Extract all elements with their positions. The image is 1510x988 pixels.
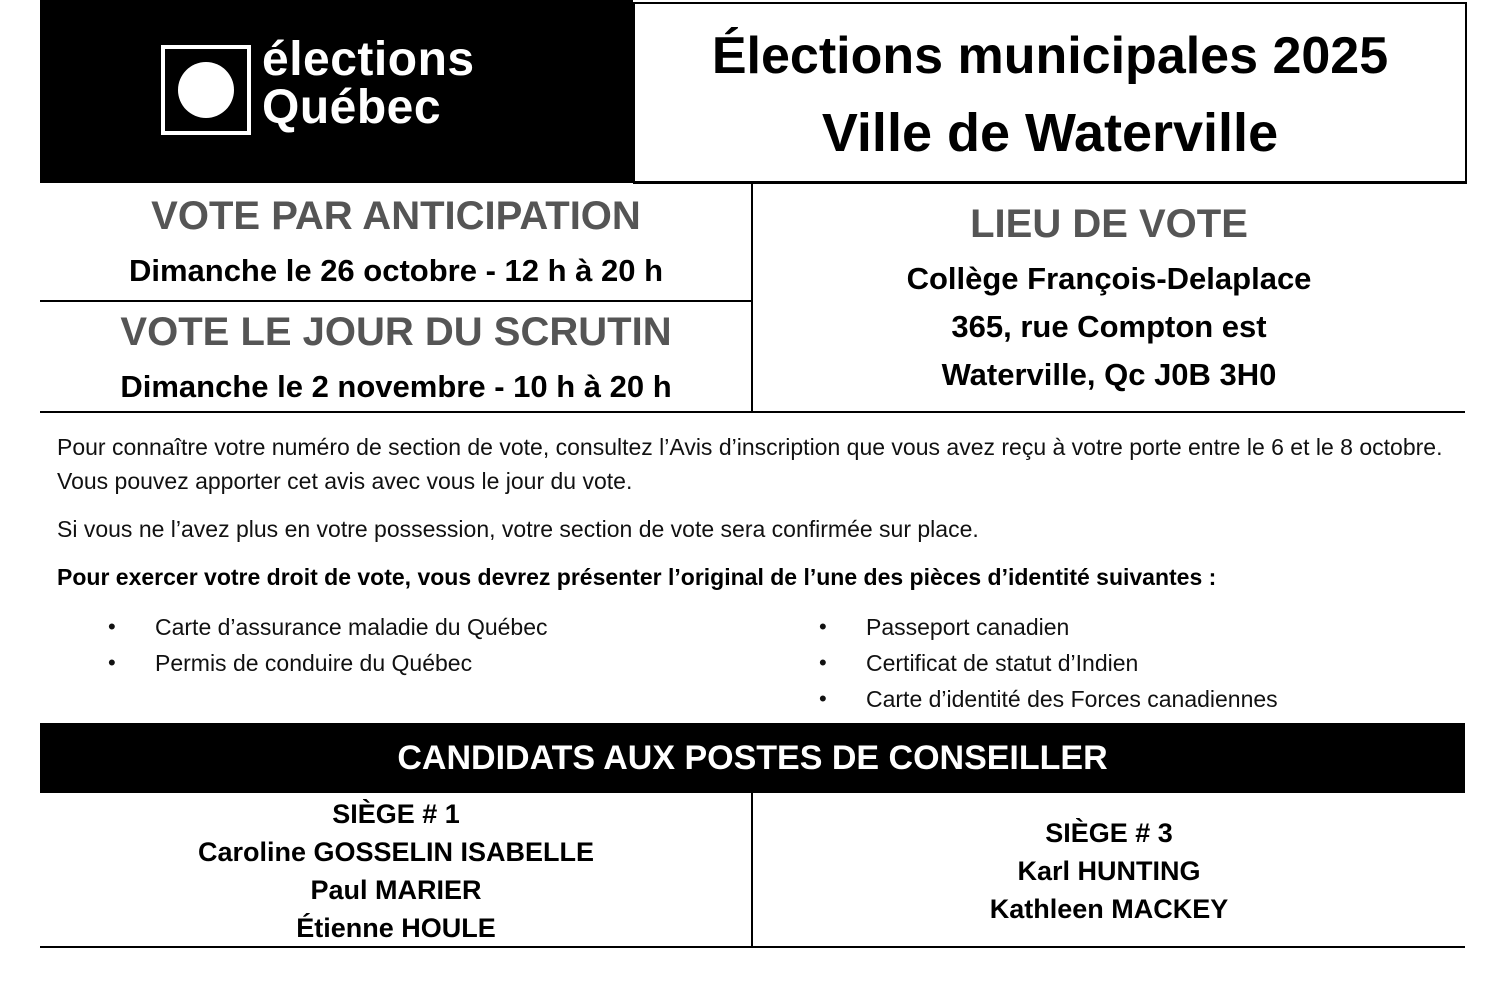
info-paragraph-3: Pour exercer votre droit de vote, vous devrez présenter l’original de l’une des pièces d’identité suivantes : [57, 564, 1217, 590]
divider [40, 300, 752, 302]
candidates-banner: CANDIDATS AUX POSTES DE CONSEILLER [40, 723, 1465, 793]
bullet-icon: • [819, 650, 827, 675]
candidate-name: Étienne HOULE [296, 913, 496, 943]
candidate-name: Paul MARIER [310, 875, 482, 905]
logo-wordmark [262, 33, 475, 134]
location-street: 365, rue Compton est [951, 309, 1267, 344]
title-line-1: Élections municipales 2025 [711, 27, 1389, 85]
advance-vote-date: Dimanche le 26 octobre - 12 h à 20 h [128, 253, 664, 288]
bullet-icon: • [819, 614, 827, 639]
candidate-name: Karl HUNTING [1017, 856, 1201, 886]
candidate-name: Kathleen MACKEY [989, 894, 1229, 924]
election-day-date: Dimanche le 2 novembre - 10 h à 20 h [120, 369, 672, 404]
election-day-heading: VOTE LE JOUR DU SCRUTIN [120, 310, 672, 354]
location-name: Collège François-Delaplace [906, 261, 1312, 296]
info-paragraph-1: Pour connaître votre numéro de section de vote, consultez l’Avis d’inscription que vous avez reçu à votre porte entre le 6 et le 8 octobre. Vous pouvez apporter cet avis avec vous le jour du vote. [57, 434, 1443, 494]
logo-line-1: élections [262, 33, 475, 86]
page-title [633, 2, 1467, 184]
logo-line-2: Québec [262, 81, 442, 134]
location-city: Waterville, Qc J0B 3H0 [941, 357, 1277, 392]
seat-3-label: SIÈGE # 3 [1045, 818, 1173, 848]
info-paragraph-2: Si vous ne l’avez plus en votre possession, votre section de vote sera confirmée sur place. [57, 516, 979, 542]
title-line-2: Ville de Waterville [821, 103, 1279, 163]
bullet-icon: • [108, 614, 116, 639]
location-heading: LIEU DE VOTE [970, 202, 1248, 246]
seat-3-block [753, 814, 1465, 928]
candidate-name: Caroline GOSSELIN ISABELLE [197, 837, 595, 867]
logo-circle-icon [161, 45, 251, 135]
advance-vote-heading: VOTE PAR ANTICIPATION [151, 194, 641, 238]
elections-quebec-logo [40, 0, 633, 182]
seat-1-label: SIÈGE # 1 [332, 799, 460, 829]
divider [40, 411, 1465, 413]
seat-1-block [40, 795, 752, 947]
bullet-icon: • [819, 686, 827, 711]
bullet-icon: • [108, 650, 116, 675]
